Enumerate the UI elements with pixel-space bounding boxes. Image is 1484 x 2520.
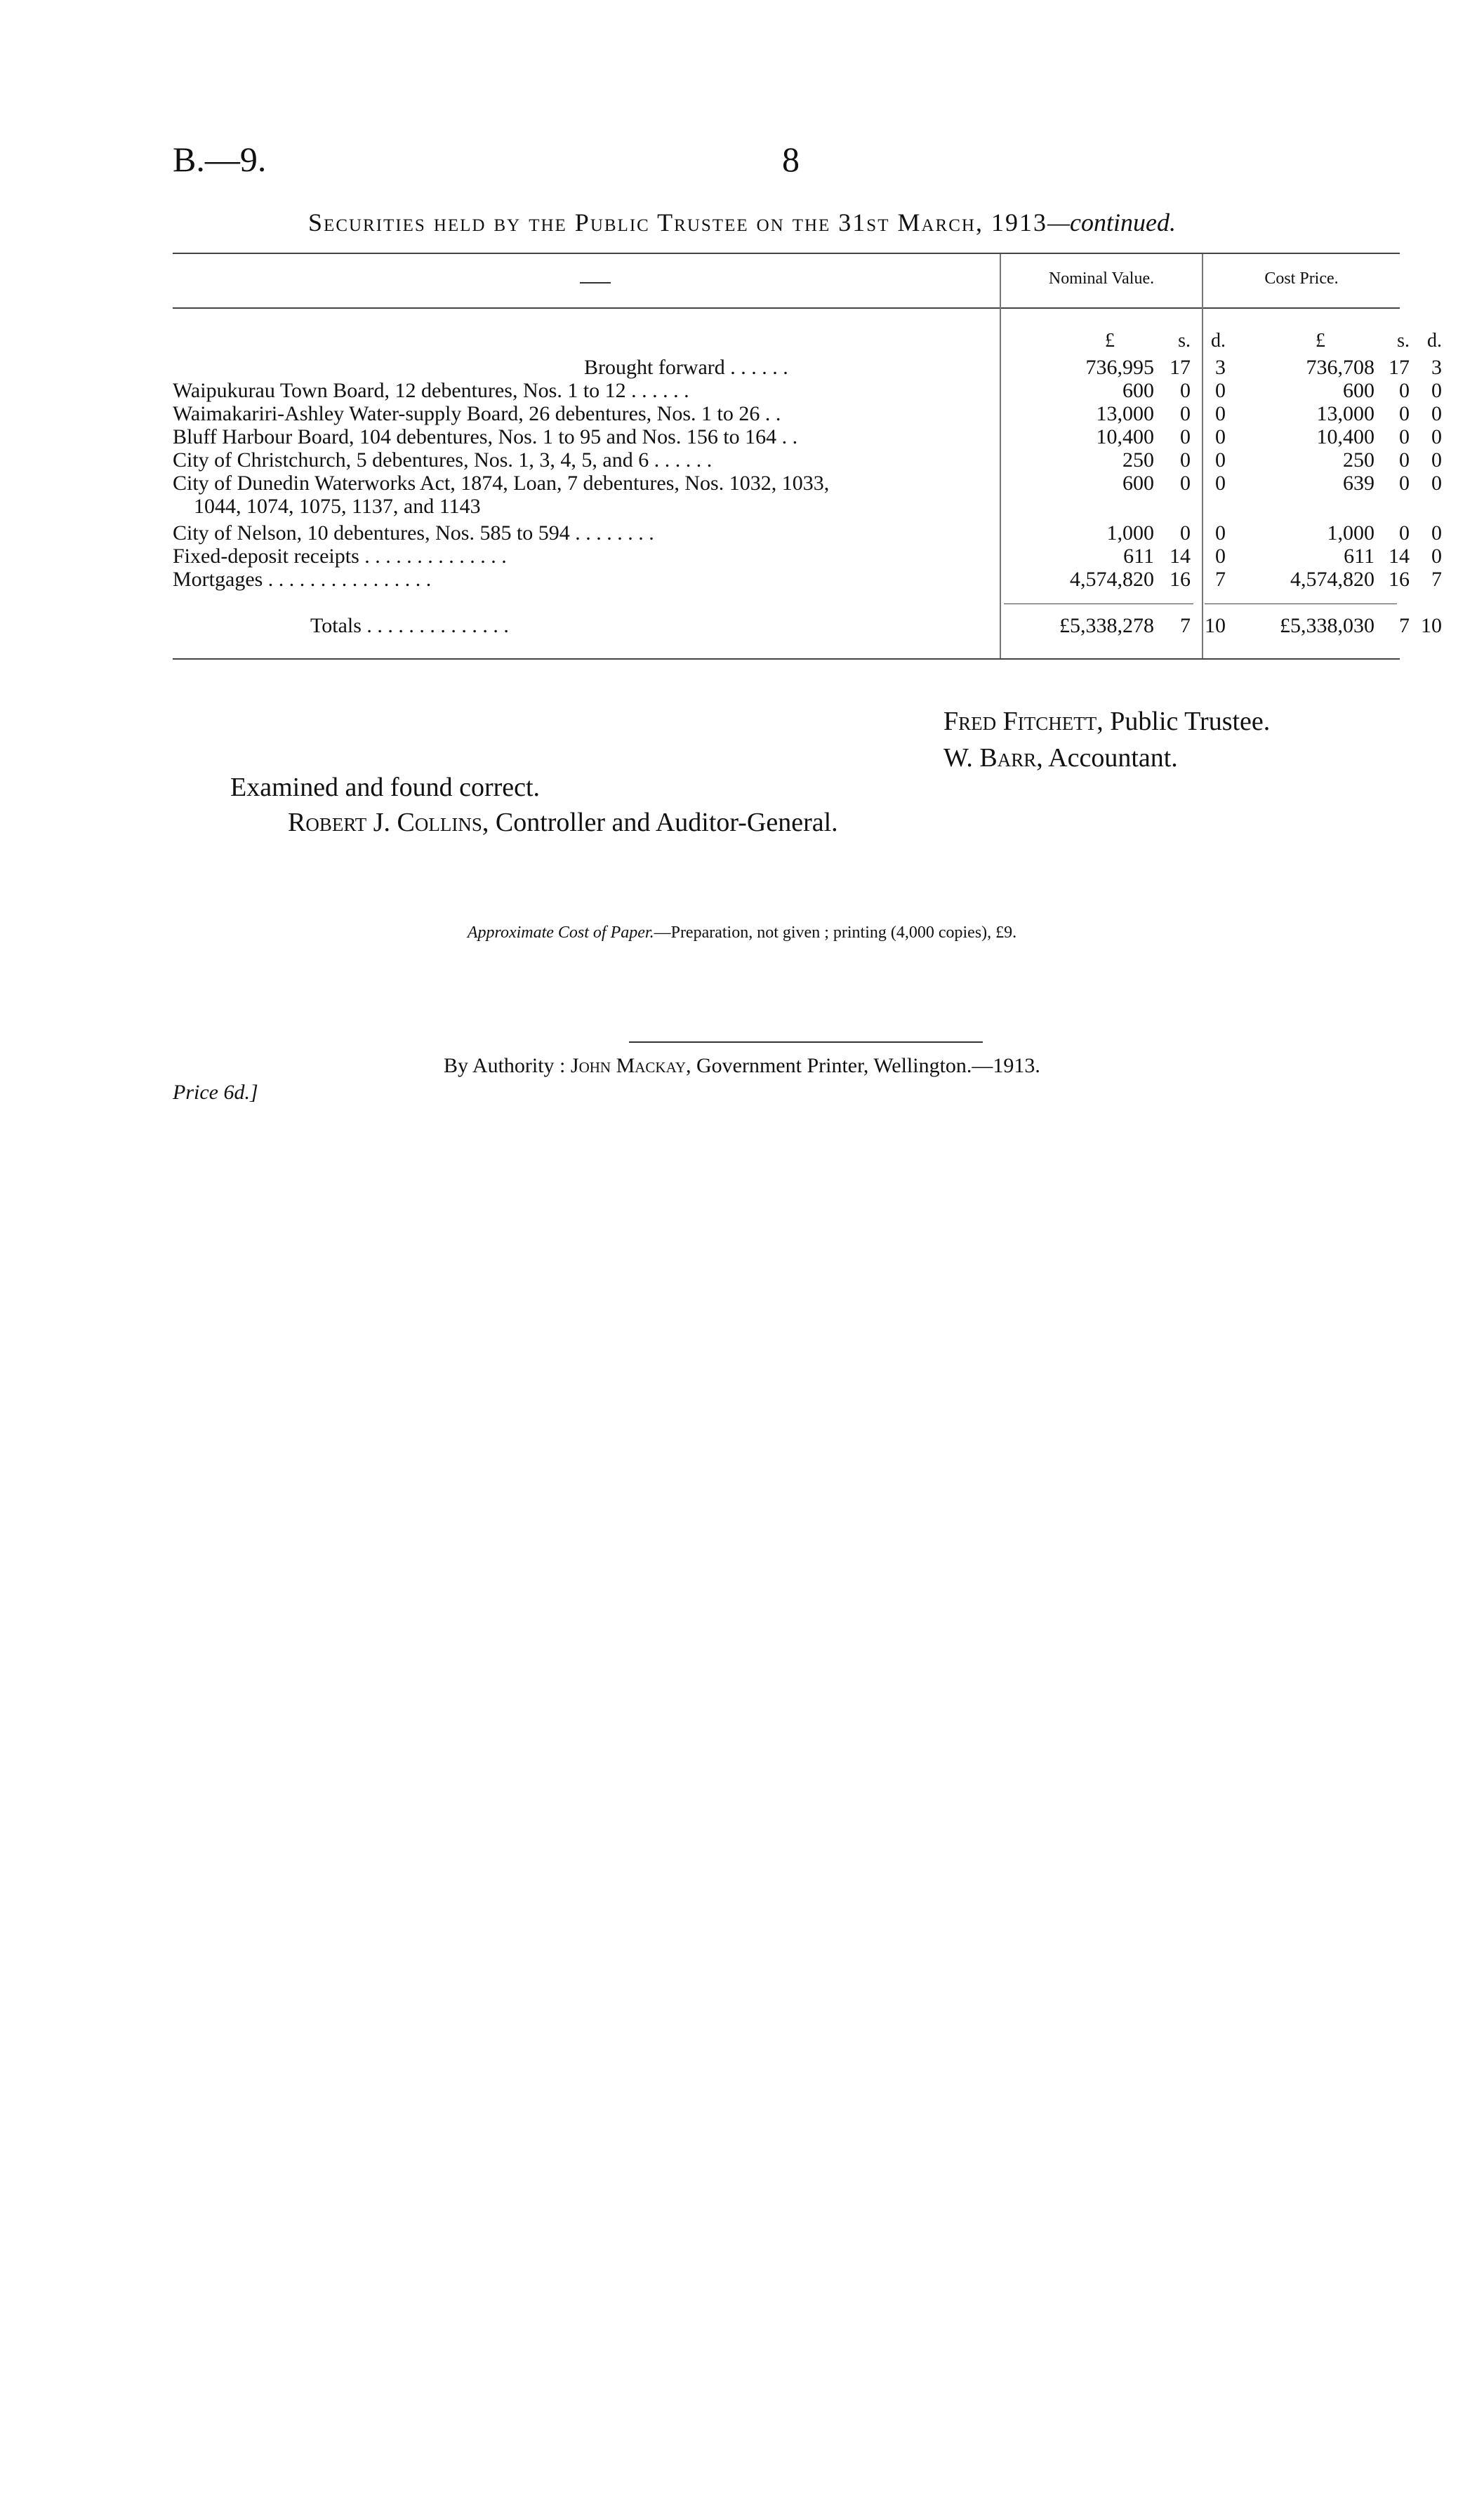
- nominal-shillings: 14: [1170, 545, 1191, 568]
- row-description: City of Nelson, 10 debentures, Nos. 585 to 594 . . . . . . . .: [173, 521, 654, 545]
- row-description: Brought forward . . . . . .: [584, 356, 788, 379]
- cost-pounds: 4,574,820: [1290, 568, 1374, 591]
- nominal-pence-unit: d.: [1211, 330, 1226, 352]
- price-note: Price 6d.]: [173, 1081, 258, 1104]
- cost-pence: 3: [1431, 356, 1442, 379]
- trustee-role: , Public Trustee.: [1097, 707, 1271, 736]
- cost-shillings: 0: [1399, 472, 1410, 495]
- cost-shillings: 17: [1389, 356, 1410, 379]
- total-nominal-pounds: £5,338,278: [1059, 614, 1154, 637]
- cost-shillings: 0: [1399, 521, 1410, 545]
- nominal-pence: 0: [1215, 425, 1226, 448]
- examined-statement: Examined and found correct.: [230, 773, 541, 802]
- nominal-pence: 7: [1215, 568, 1226, 591]
- table-row: [173, 425, 1442, 448]
- nominal-shillings: 0: [1180, 425, 1191, 448]
- row-description: Waimakariri-Ashley Water-supply Board, 26 debentures, Nos. 1 to 26 . .: [173, 402, 781, 425]
- cost-pound-unit: £: [1316, 330, 1325, 352]
- paper-cost-note: [0, 924, 1484, 942]
- first-column-header-dash: [580, 282, 611, 284]
- nominal-shillings: 0: [1180, 379, 1191, 402]
- authority-prefix: By Authority :: [444, 1054, 571, 1077]
- nominal-shillings: 0: [1180, 448, 1191, 472]
- total-cost-shillings: 7: [1399, 614, 1410, 637]
- total-cost-pounds: £5,338,030: [1280, 614, 1374, 637]
- cost-pence: 7: [1431, 568, 1442, 591]
- row-description: City of Christchurch, 5 debentures, Nos. 1, 3, 4, 5, and 6 . . . . . .: [173, 448, 713, 472]
- paper-cost-label: Approximate Cost of Paper.: [467, 924, 654, 942]
- cost-pounds: 13,000: [1316, 402, 1374, 425]
- table-row: [173, 521, 1442, 545]
- nominal-pounds: 1,000: [1106, 521, 1154, 545]
- nominal-pounds: 736,995: [1085, 356, 1154, 379]
- cost-shillings: 0: [1399, 448, 1410, 472]
- paper-cost-text: —Preparation, not given ; printing (4,000 copies), £9.: [654, 924, 1017, 942]
- cost-pounds: 600: [1343, 379, 1374, 402]
- nominal-pounds: 600: [1122, 379, 1154, 402]
- total-cost-pence: 10: [1421, 614, 1442, 637]
- page-number: 8: [782, 140, 800, 179]
- nominal-pence: 0: [1215, 521, 1226, 545]
- table-title-text: Securities held by the Public Trustee on the 31st March, 1913: [308, 208, 1047, 236]
- cost-shillings: 14: [1389, 545, 1410, 568]
- totals-row: [173, 614, 1442, 637]
- auditor-signature: [288, 807, 838, 838]
- table-row: [173, 568, 1442, 591]
- row-description: Bluff Harbour Board, 104 debentures, Nos. 1 to 95 and Nos. 156 to 164 . .: [173, 425, 798, 448]
- nominal-pounds: 4,574,820: [1070, 568, 1154, 591]
- cost-pounds: 250: [1343, 448, 1374, 472]
- cost-pence-unit: d.: [1427, 330, 1442, 352]
- table-row: [173, 545, 1442, 568]
- nominal-pence: 0: [1215, 448, 1226, 472]
- trustee-signature: [943, 706, 1270, 737]
- cost-pence: 0: [1431, 545, 1442, 568]
- table-row: [173, 402, 1442, 425]
- cost-pence: 0: [1431, 448, 1442, 472]
- units-row: [173, 330, 1442, 352]
- nominal-pounds: 13,000: [1096, 402, 1154, 425]
- nominal-pounds: 10,400: [1096, 425, 1154, 448]
- authority-suffix: , Government Printer, Wellington.—1913.: [686, 1054, 1040, 1077]
- table-title: [0, 208, 1484, 237]
- accountant-role: , Accountant.: [1036, 743, 1178, 773]
- nominal-pence: 0: [1215, 545, 1226, 568]
- auditor-role: , Controller and Auditor-General.: [482, 808, 838, 837]
- table-top-rule: [173, 253, 1400, 254]
- nominal-value-header: Nominal Value.: [1048, 269, 1155, 288]
- trustee-name: Fred Fitchett: [943, 707, 1097, 736]
- printer-authority: [0, 1054, 1484, 1078]
- nominal-pounds: 611: [1123, 545, 1154, 568]
- total-nominal-pence: 10: [1205, 614, 1226, 637]
- table-header-rule: [173, 307, 1400, 309]
- cost-pence: 0: [1431, 472, 1442, 495]
- row-description: Fixed-deposit receipts . . . . . . . . . . . . . .: [173, 545, 507, 568]
- nominal-pence: 0: [1215, 379, 1226, 402]
- totals-label: Totals . . . . . . . . . . . . . .: [310, 614, 509, 637]
- nominal-pounds: 600: [1122, 472, 1154, 495]
- cost-pounds: 611: [1344, 545, 1374, 568]
- nominal-shillings: 16: [1170, 568, 1191, 591]
- row-description: City of Dunedin Waterworks Act, 1874, Loan, 7 debentures, Nos. 1032, 1033,: [173, 472, 830, 495]
- cost-pence: 0: [1431, 379, 1442, 402]
- table-row-continuation: [173, 495, 1422, 518]
- row-description: Waipukurau Town Board, 12 debentures, Nos. 1 to 12 . . . . . .: [173, 379, 689, 402]
- table-bottom-rule: [173, 658, 1400, 660]
- total-nominal-shillings: 7: [1180, 614, 1191, 637]
- cost-pounds: 1,000: [1327, 521, 1374, 545]
- table-row: [173, 472, 1442, 495]
- cost-pence: 0: [1431, 521, 1442, 545]
- nominal-pound-unit: £: [1105, 330, 1115, 352]
- cost-shillings: 0: [1399, 402, 1410, 425]
- row-description: Mortgages . . . . . . . . . . . . . . . .: [173, 568, 432, 591]
- nominal-pence: 3: [1215, 356, 1226, 379]
- cost-pence: 0: [1431, 425, 1442, 448]
- cost-pence: 0: [1431, 402, 1442, 425]
- nominal-shillings: 0: [1180, 521, 1191, 545]
- table-row: [173, 448, 1442, 472]
- nominal-shillings: 0: [1180, 402, 1191, 425]
- row-description: 1044, 1074, 1075, 1137, and 1143: [194, 495, 481, 518]
- table-title-continued: —continued.: [1047, 208, 1176, 236]
- nominal-shillings: 0: [1180, 472, 1191, 495]
- cost-pounds: 639: [1343, 472, 1374, 495]
- nominal-pounds: 250: [1122, 448, 1154, 472]
- auditor-name: Robert J. Collins: [288, 808, 482, 837]
- cost-shillings: 0: [1399, 379, 1410, 402]
- cost-pounds: 736,708: [1306, 356, 1374, 379]
- cost-shillings: 0: [1399, 425, 1410, 448]
- table-row: [173, 356, 1442, 379]
- cost-shilling-unit: s.: [1397, 330, 1410, 352]
- accountant-name: W. Barr: [943, 743, 1037, 773]
- nominal-pence: 0: [1215, 402, 1226, 425]
- printer-name: John Mackay: [570, 1054, 686, 1077]
- printer-rule: [629, 1041, 983, 1043]
- cost-pounds: 10,400: [1316, 425, 1374, 448]
- accountant-signature: [943, 742, 1178, 773]
- cost-price-header: Cost Price.: [1264, 269, 1339, 288]
- document-reference: B.—9.: [173, 140, 267, 179]
- nominal-shillings: 17: [1170, 356, 1191, 379]
- table-row: [173, 379, 1442, 402]
- cost-shillings: 16: [1389, 568, 1410, 591]
- nominal-pence: 0: [1215, 472, 1226, 495]
- nominal-shilling-unit: s.: [1178, 330, 1191, 352]
